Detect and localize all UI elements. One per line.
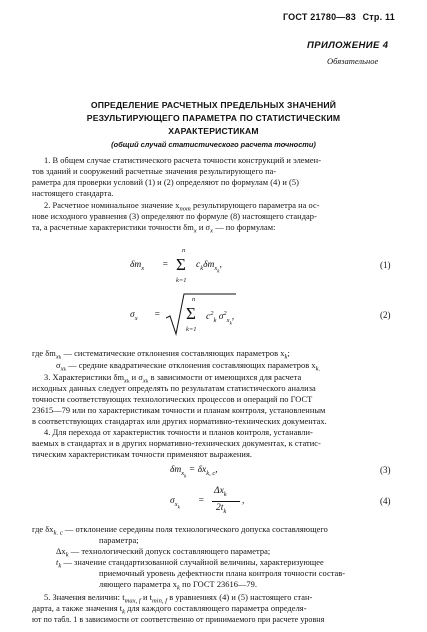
p3-line-2: исходных данных следует определять по результатам статистического анализа — [32, 384, 316, 393]
section-subtitle: (общий случай статистического расчета точности) — [111, 140, 316, 149]
formula-4: $\sigma_{x_k}$ = $\Delta x_k$ $2t_k$ , (4) — [170, 486, 391, 515]
p2-line-2: нове исходного уравнения (3) определяют по формуле (8) настоящего стандар- — [32, 212, 317, 221]
formula-2-number: (2) — [380, 310, 391, 320]
def-line-6: ляющего параметра $x_k$ по ГОСТ 23616—79. — [99, 580, 258, 592]
fraction-bar — [212, 501, 240, 502]
p3-line-5: в соответствующих стандартах или других нормативно-технических документах. — [32, 417, 327, 426]
p5-line-1: 5. Значения величин: $t_{max, f}$ и $t_{min, f}$ в уравнениях (4) и (5) настоящего стан- — [44, 593, 313, 605]
p5-line-3: ют по табл. 1 в зависимости от соответственно от принимаемого при расчете уровня — [32, 615, 325, 624]
formula-3: $\delta m_{x_k} = \delta x_{k, c}$, (3) — [170, 465, 391, 480]
formula-1: $\delta m_x$ = n Σ k=1 $c_k\delta m_{x_k}$, (1) — [130, 247, 391, 284]
sum-symbol-2: Σ — [186, 304, 196, 323]
p4-line-1: 4. Для перехода от характеристик точности и планов контроля, устанавли- — [44, 428, 313, 437]
appendix-status: Обязательное — [327, 56, 379, 66]
p1-line-4: настоящего стандарта. — [32, 189, 114, 198]
appendix-title: ПРИЛОЖЕНИЕ 4 — [307, 40, 389, 51]
p2-line-3: та, а расчетные характеристики точности $\delta m_x$ и $\sigma_x$ — по формулам: — [32, 223, 276, 235]
p1-line-3: раметра для проверки условий (1) и (2) определяют по формулам (4) и (5) — [32, 178, 299, 187]
p4-line-2: ваемых в стандартах и в других нормативно-технических документах, к статис- — [32, 439, 321, 448]
p5-line-2: дарта, а также значения $t_k$ для каждого составляющего параметра определя- — [32, 604, 307, 616]
p1-line-1: 1. В общем случае статистического расчета точности конструкций и элемен- — [44, 156, 322, 165]
section-title-line-2: РЕЗУЛЬТИРУЮЩЕГО ПАРАМЕТРА ПО СТАТИСТИЧЕСКИМ — [86, 113, 341, 123]
p3-line-3: точности соответствующих технологических процессов и операций по ГОСТ — [32, 395, 313, 404]
formula-2: $\sigma_x$ = n Σ k=1 $c^2_k$ $\sigma^2_{x_k}$, (2) — [130, 290, 400, 342]
p4-line-3: тическим характеристикам точности применяют выражения. — [32, 450, 253, 459]
sum-symbol: Σ — [176, 255, 186, 274]
def-line-2: параметра; — [99, 536, 139, 545]
where-line-1: где $\delta m_{xk}$ — систематические отклонения составляющих параметров $x_k$; — [32, 349, 290, 361]
p2-line-1: 2. Расчетное номинальное значение $x_{nom}$ результирующего параметра на ос- — [44, 201, 320, 213]
def-line-4: $t_k$ — значение стандартизованной случайной величины, характеризующее — [56, 558, 324, 570]
formula-1-number: (1) — [380, 260, 391, 270]
def-line-1: где $\delta x_{k. c}$ — отклонение середины поля технологического допуска составляющего — [32, 525, 328, 537]
gost-header — [283, 12, 395, 22]
p3-line-4: 23615—79 или по характеристикам точности и планам контроля, установленным — [32, 406, 326, 415]
p3-line-1: 3. Характеристики $\delta m_{xk}$ и $\sigma_{xk}$ в зависимости от имеющихся для расчета — [44, 373, 302, 385]
def-line-5: приемочный уровень дефектности плана контроля точности состав- — [99, 569, 346, 578]
p1-line-2: тов зданий и сооружений расчетные значения результирующего па- — [32, 167, 277, 176]
section-title-line-3: ХАРАКТЕРИСТИКАМ — [168, 126, 259, 136]
page-number: Стр. 11 — [362, 12, 395, 22]
where-line-2: $\sigma_{xk}$ — средние квадратические отклонения составляющих параметров $x_{k.}$ — [56, 361, 321, 373]
formula-4-number: (4) — [380, 496, 391, 506]
gost-number: ГОСТ 21780—83 — [283, 12, 356, 22]
def-line-3: $\Delta x_k$ — технологический допуск составляющего параметра; — [56, 547, 271, 559]
formula-3-number: (3) — [380, 465, 391, 475]
section-title-line-1: ОПРЕДЕЛЕНИЕ РАСЧЕТНЫХ ПРЕДЕЛЬНЫХ ЗНАЧЕНИЙ — [90, 100, 337, 110]
